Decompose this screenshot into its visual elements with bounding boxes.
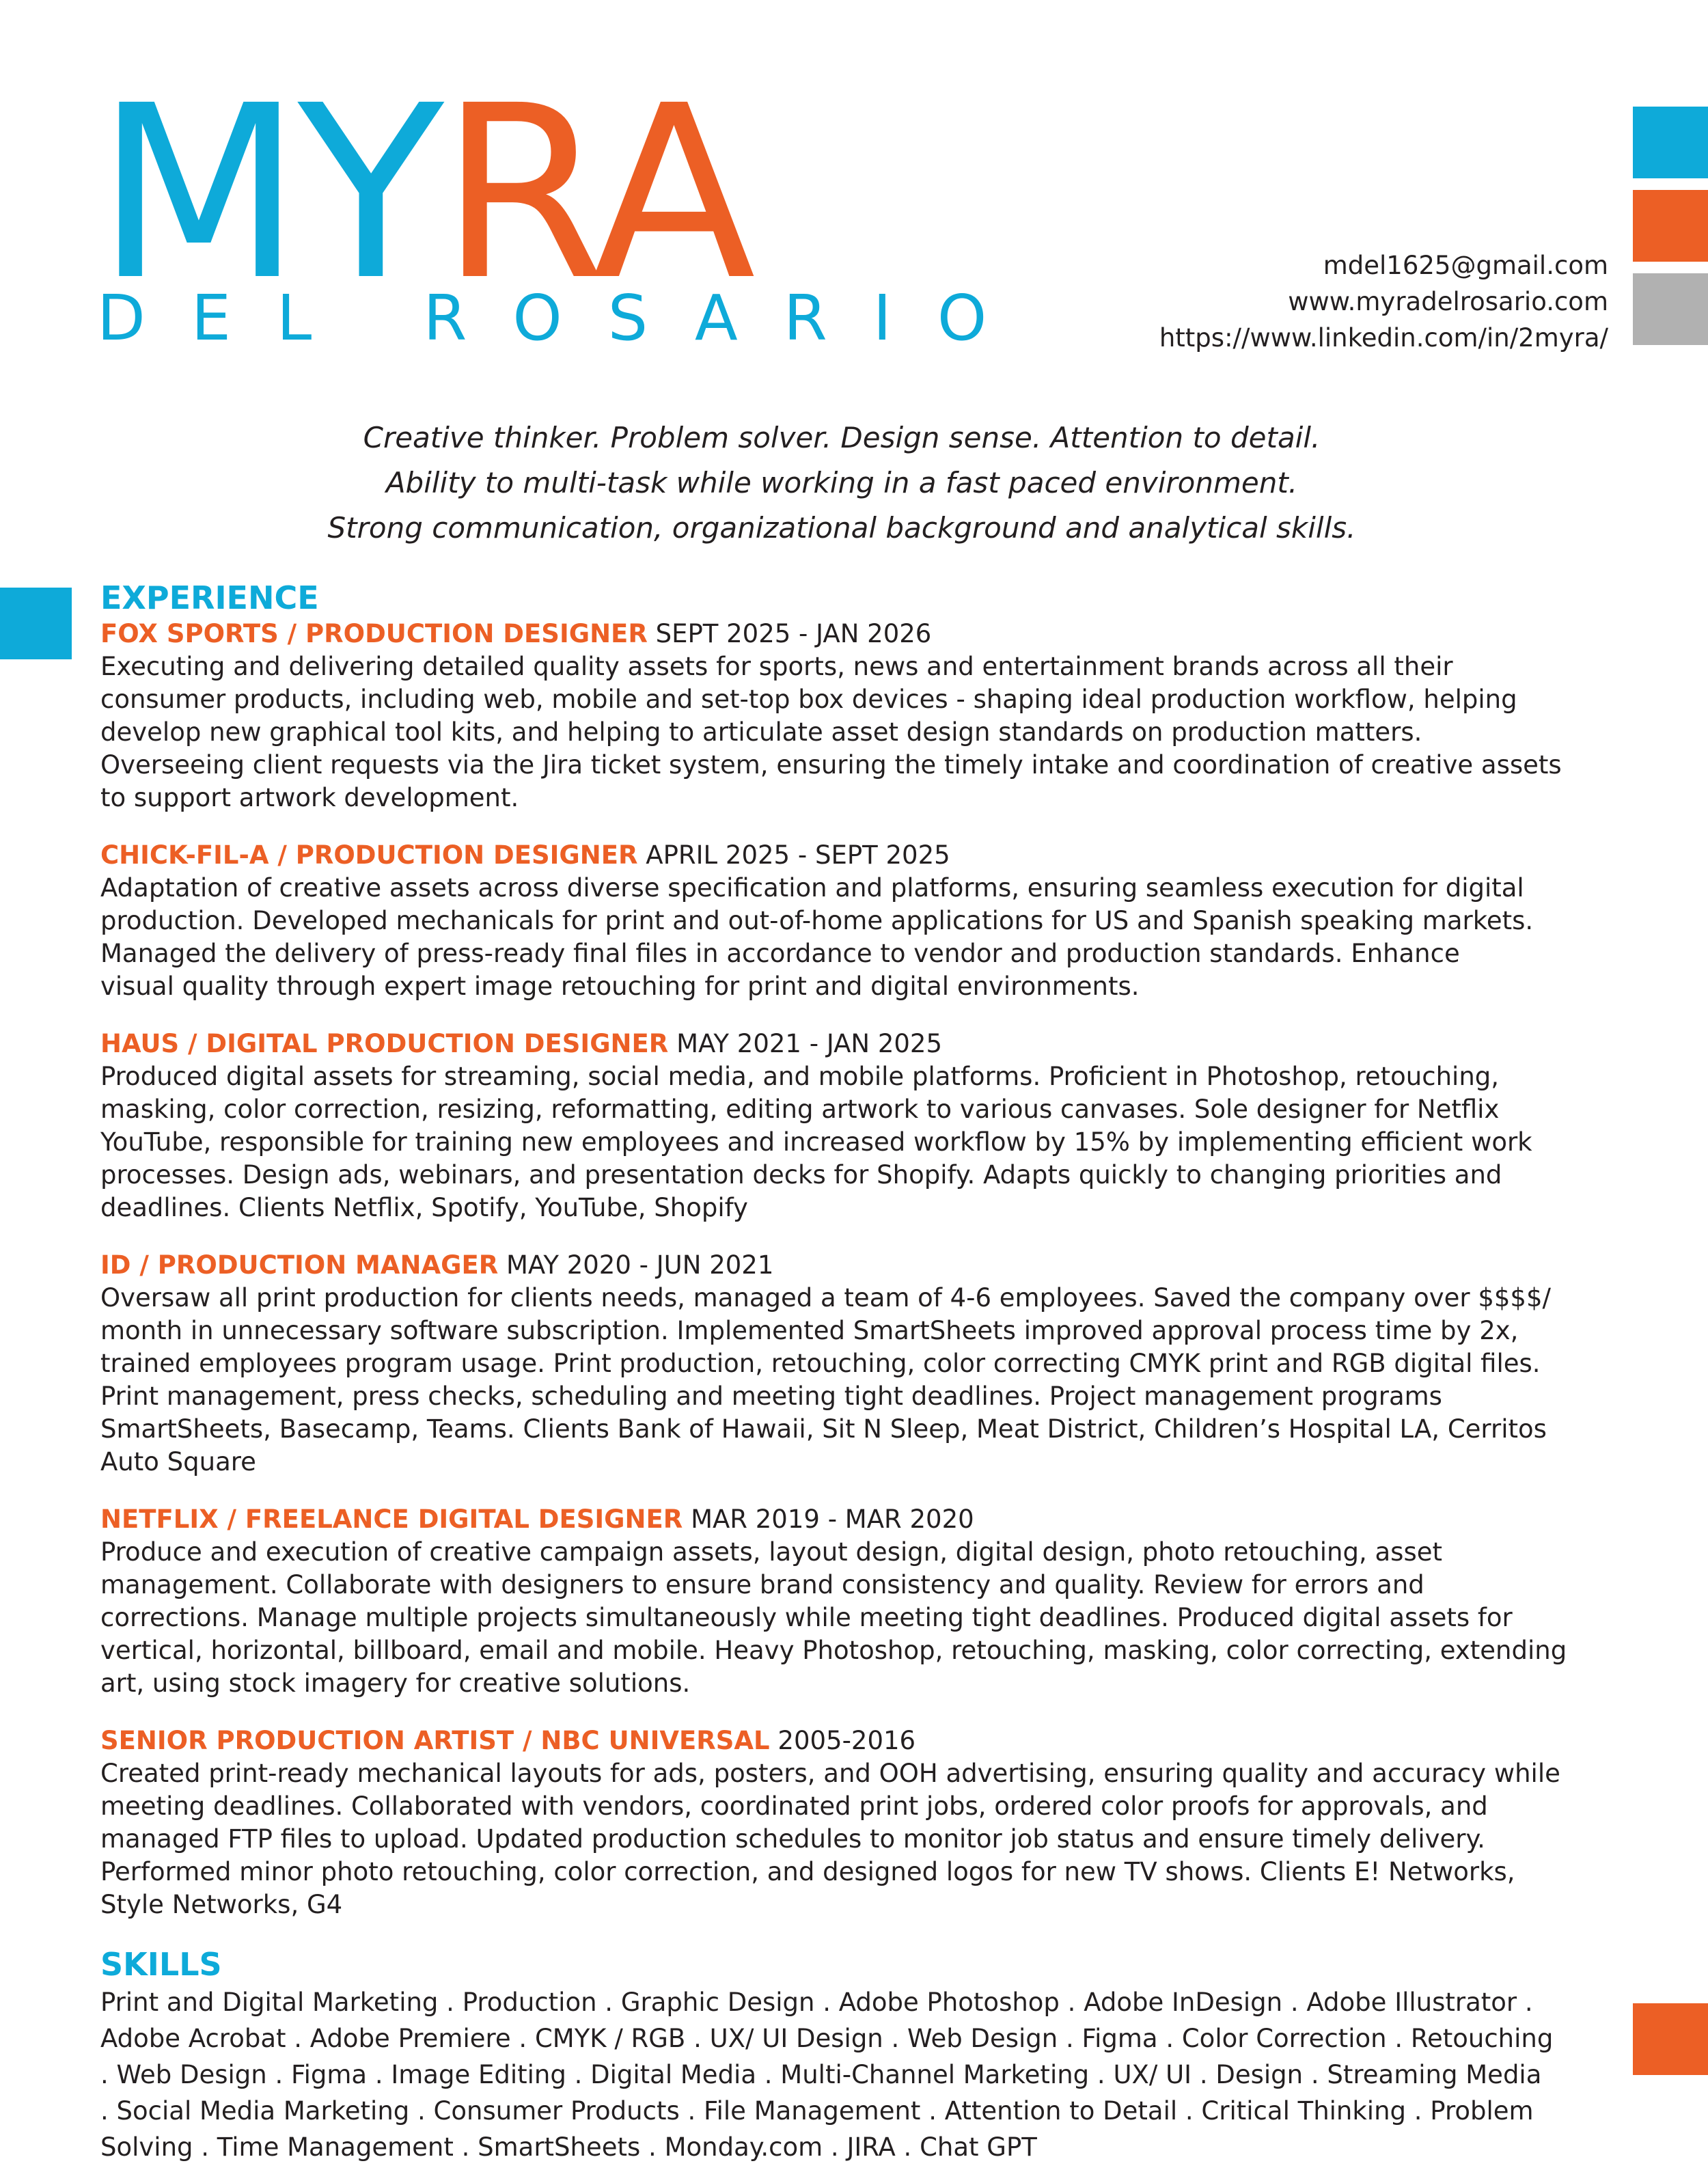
job-title: NETFLIX / FREELANCE DIGITAL DESIGNER [100,1505,683,1534]
linkedin-link[interactable]: https://www.linkedin.com/in/2myra/ [1159,323,1608,353]
job-dates: MAY 2021 - JAN 2025 [676,1029,942,1058]
job-description: Adaptation of creative assets across diverse specification and platforms, ensuring seamless execution for digital production. Developed mechanicals for print and out-of-home applications for US and Spanish speaking markets. Managed the delivery of press-ready final files in accordance to vendor and production standards. Enhance visual quality through expert image retouching for print and digital environments. [100,873,1534,1001]
skills-list: Print and Digital Marketing . Production . Graphic Design . Adobe Photoshop . Adobe InDesign . Adobe Illustrator . Adobe Acrobat . Adobe Premiere . CMYK / RGB . UX/ UI Design . Web Design . Figma . Color Correction . Retouching . Web Design . Figma . Image Editing . Digital Media . Multi-Channel Marketing . UX/ UI . Design . Streaming Media . Social Media Marketing . Consumer Products . File Management . Attention to Detail . Critical Thinking . Problem Solving . Time Management . SmartSheets . Monday.com . JIRA . Chat GPT [100,1988,1554,2162]
first-name [96,54,752,333]
job-entry [100,1725,1603,1921]
job-description: Executing and delivering detailed quality assets for sports, news and entertainment brands across all their consumer products, including web, mobile and set-top box devices - shaping ideal production workflow, helping develop new graphical tool kits, and helping to articulate asset design standards on production matters. Overseeing client requests via the Jira ticket system, ensuring the timely intake and coordination of creative assets to support artwork development. [100,652,1562,812]
job-description: Created print-ready mechanical layouts for ads, posters, and OOH advertising, ensuring quality and accuracy while meeting deadlines. Collaborated with vendors, coordinated print jobs, ordered color proofs for approvals, and managed FTP files to upload. Updated production schedules to monitor job status and ensure timely delivery. Performed minor photo retouching, color correction, and designed logos for new TV shows. Clients E! Networks, Style Networks, G4 [100,1759,1560,1919]
job-dates: MAY 2020 - JUN 2021 [506,1250,774,1280]
job-header [100,618,1603,650]
job-entry [100,839,1603,1003]
tagline-line: Creative thinker. Problem solver. Design sense. Attention to detail. [363,421,1321,454]
job-dates: 2005-2016 [777,1726,916,1755]
website-link[interactable]: www.myradelrosario.com [1288,287,1608,316]
job-header [100,1725,1603,1757]
job-entry [100,1503,1603,1700]
job-dates: SEPT 2025 - JAN 2026 [655,619,932,648]
job-title: FOX SPORTS / PRODUCTION DESIGNER [100,619,648,648]
job-description: Oversaw all print production for clients needs, managed a team of 4-6 employees. Saved the company over $$$$/ month in unnecessary software subscription. Implemented SmartSheets improved approval process time by 2x, trained employees program usage. Print production, retouching, color correcting CMYK print and RGB digital files. Print management, press checks, scheduling and meeting tight deadlines. Project management programs SmartSheets, Basecamp, Teams. Clients Bank of Hawaii, Sit N Sleep, Meat District, Children’s Hospital LA, Cerritos Auto Square [100,1283,1551,1477]
tagline [0,415,1683,551]
job-title: ID / PRODUCTION MANAGER [100,1250,499,1280]
job-description: Produced digital assets for streaming, social media, and mobile platforms. Proficient in Photoshop, retouching, masking, color correction, resizing, reformatting, editing artwork to various canvases. Sole designer for Netflix YouTube, responsible for training new employees and increased workflow by 15% by implementing efficient work processes. Design ads, webinars, and presentation decks for Shopify. Adapts quickly to changing priorities and deadlines. Clients Netflix, Spotify, YouTube, Shopify [100,1062,1532,1222]
contact-info [1159,247,1608,356]
job-description: Produce and execution of creative campaign assets, layout design, digital design, photo retouching, asset management. Collaborate with designers to ensure brand consistency and quality. Review for errors and corrections. Manage multiple projects simultaneously while meeting tight deadlines. Produced digital assets for vertical, horizontal, billboard, email and mobile. Heavy Photoshop, retouching, masking, color correcting, extending art, using stock imagery for creative solutions. [100,1537,1567,1698]
experience-marker-square [0,588,72,659]
skills-heading: SKILLS [100,1946,222,1983]
tagline-line: Strong communication, organizational background and analytical skills. [327,511,1356,545]
job-title: SENIOR PRODUCTION ARTIST / NBC UNIVERSAL [100,1726,770,1755]
first-name-part-1: MY [96,54,440,333]
job-entry [100,1249,1603,1479]
footer-accent-square [1633,2003,1708,2075]
email-link[interactable]: mdel1625@gmail.com [1323,251,1608,280]
accent-square-orange [1633,190,1708,262]
job-dates: MAR 2019 - MAR 2020 [691,1505,974,1534]
accent-square-gray [1633,273,1708,345]
experience-heading: EXPERIENCE [100,579,319,616]
job-dates: APRIL 2025 - SEPT 2025 [646,840,950,870]
job-header [100,1249,1603,1282]
tagline-line: Ability to multi-task while working in a fast paced environment. [385,466,1298,499]
last-name: DEL ROSARIO [97,281,1033,355]
job-title: HAUS / DIGITAL PRODUCTION DESIGNER [100,1029,669,1058]
job-header [100,1503,1603,1536]
job-header [100,1028,1603,1060]
job-title: CHICK-FIL-A / PRODUCTION DESIGNER [100,840,638,870]
job-entry [100,618,1603,814]
resume-body [100,579,1603,2165]
job-entry [100,1028,1603,1224]
accent-square-blue [1633,107,1708,178]
job-header [100,839,1603,872]
first-name-part-2: RA [439,54,752,333]
